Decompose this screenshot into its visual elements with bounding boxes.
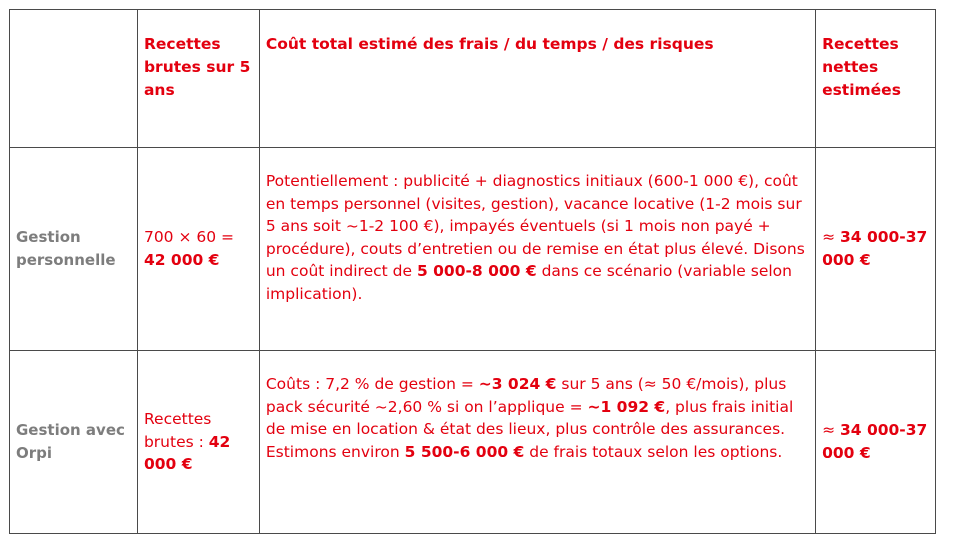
table-row [10,351,936,534]
gross-revenue-cell: 700 × 60 = 42 000 € [137,148,259,351]
cost-cell: Potentiellement : publicité + diagnostics initiaux (600-1 000 €), coût en temps personnel (visites, gestion), vacance locative (1-2 mois sur 5 ans soit ~1-2 100 €), impayés éventuels (si 1 mois non payé + procédure), couts d’entretien ou de remise en état plus élevé. Disons un coût indirect de 5 000-8 000 € dans ce scénario (variable selon implication). [259,148,815,351]
cost-cell: Coûts : 7,2 % de gestion = ~3 024 € sur 5 ans (≈ 50 €/mois), plus pack sécurité ~2,60 % si on l’applique = ~1 092 €, plus frais initial de mise en location & état des lieux, plus contrôle des assurances. Estimons environ 5 500-6 000 € de frais totaux selon les options. [259,351,815,534]
table-row [10,148,936,351]
header-gross-revenue: Recettes brutes sur 5 ans [137,10,259,148]
row-label-personal: Gestion personnelle [10,148,138,351]
net-revenue-cell: ≈ 34 000-37 000 € [816,148,936,351]
net-revenue-cell: ≈ 34 000-37 000 € [816,351,936,534]
comparison-table [9,9,936,534]
header-row [10,10,936,148]
gross-revenue-cell: Recettes brutes : 42 000 € [137,351,259,534]
row-label-orpi: Gestion avec Orpi [10,351,138,534]
header-net-revenue: Recettes nettes estimées [816,10,936,148]
header-total-cost: Coût total estimé des frais / du temps / des risques [259,10,815,148]
header-empty-cell [10,10,138,148]
